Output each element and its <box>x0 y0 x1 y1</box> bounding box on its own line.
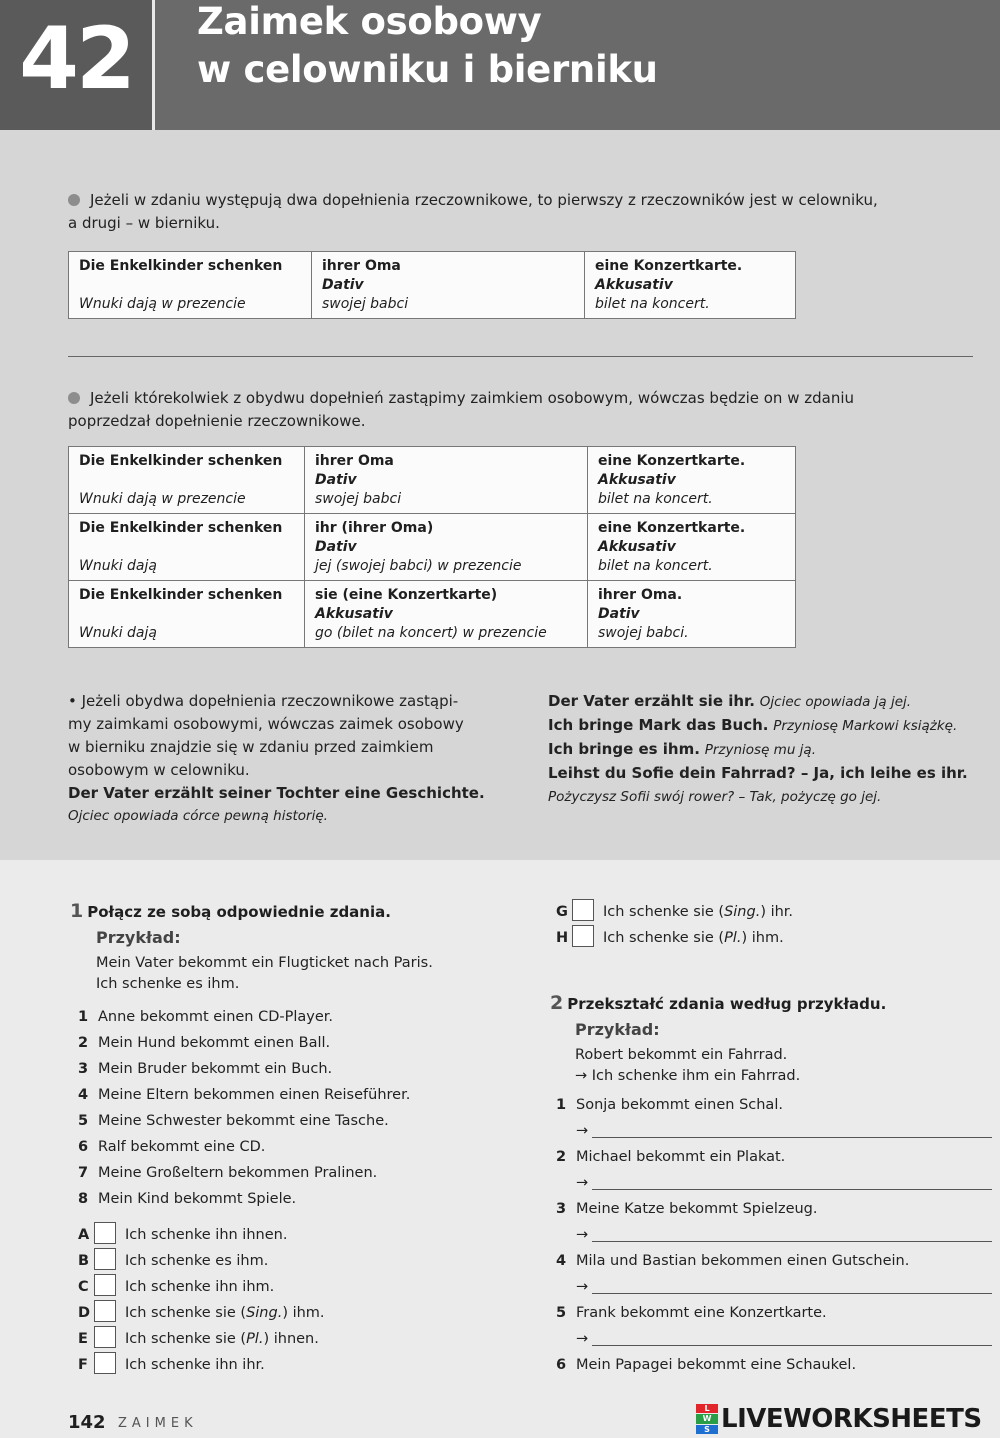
example-line: → Ich schenke ihm ein Fahrrad. <box>575 1068 801 1084</box>
cell-polish: bilet na koncert. <box>598 558 713 574</box>
list-item: 8 Mein Kind bekommt Spiele. <box>78 1191 297 1207</box>
table1-col1 <box>69 252 312 319</box>
rule-1-line-2: a drugi – w bierniku. <box>68 214 220 232</box>
cell-german: Die Enkelkinder schenken <box>79 520 283 536</box>
rule-note-left <box>68 690 485 828</box>
list-item: 2 Michael bekommt ein Plakat. <box>556 1149 786 1165</box>
list-item: 5 Frank bekommt eine Konzertkarte. <box>556 1305 827 1321</box>
answer-input-box[interactable] <box>94 1274 116 1296</box>
answer-row: → <box>556 1170 992 1196</box>
list-item: 4 Meine Eltern bekommen einen Reiseführer. <box>78 1087 411 1103</box>
cell-german: ihrer Oma <box>315 453 394 469</box>
table1-col2 <box>312 252 585 319</box>
cell-polish: swojej babci <box>322 296 409 312</box>
answer-line-input[interactable] <box>592 1277 992 1294</box>
cell-german: Die Enkelkinder schenken <box>79 258 283 274</box>
table2-cell <box>69 514 305 581</box>
cell-polish: Wnuki dają <box>79 625 157 641</box>
table2-cell <box>588 514 796 581</box>
cell-case: Akkusativ <box>598 539 676 555</box>
rule-1-line-1: Jeżeli w zdaniu występują dwa dopełnienia rzeczownikowe, to pierwszy z rzeczowników jest w celowniku, <box>90 191 878 209</box>
answer-row: → <box>556 1274 992 1300</box>
page-title <box>197 0 658 94</box>
note-example: Pożyczysz Sofii swój rower? – Tak, pożyczę go jej. <box>548 789 882 805</box>
rule-2-line-2: poprzedzał dopełnienie rzeczownikowe. <box>68 412 366 430</box>
section-name: ZAIMEK <box>118 1416 198 1431</box>
list-item: 7 Meine Großeltern bekommen Pralinen. <box>78 1165 378 1181</box>
answer-input-box[interactable] <box>94 1222 116 1244</box>
exercise-2-example <box>575 1020 800 1087</box>
example-label: Przykład: <box>575 1020 660 1039</box>
cell-polish: jej (swojej babci) w prezencie <box>315 558 522 574</box>
answer-input-box[interactable] <box>572 925 594 947</box>
answer-option: B Ich schenke es ihm. <box>78 1248 325 1274</box>
cell-polish: swojej babci <box>315 491 402 507</box>
exercise-2-items <box>556 1092 992 1378</box>
note-line: • Jeżeli obydwa dopełnienia rzeczownikowe zastąpi- <box>68 692 459 710</box>
note-example: Ich bringe Mark das Buch. Przyniosę Markowi książkę. <box>548 716 958 734</box>
cell-german: eine Konzertkarte. <box>598 453 746 469</box>
cell-case: Akkusativ <box>315 606 393 622</box>
cell-case: Dativ <box>315 539 357 555</box>
answer-line-input[interactable] <box>592 1173 992 1190</box>
cell-polish: Wnuki dają w prezencie <box>79 296 246 312</box>
note-line: osobowym w celowniku. <box>68 761 250 779</box>
rule-paragraph-2 <box>68 387 948 433</box>
example-label: Przykład: <box>96 928 181 947</box>
cell-polish: go (bilet na koncert) w prezencie <box>315 625 547 641</box>
answer-input-box[interactable] <box>94 1352 116 1374</box>
cell-german: sie (eine Konzertkarte) <box>315 587 498 603</box>
list-item: 6 Mein Papagei bekommt eine Schaukel. <box>556 1357 857 1373</box>
answer-line-input[interactable] <box>592 1329 992 1346</box>
note-example: Leihst du Sofie dein Fahrrad? – Ja, ich leihe es ihr. <box>548 764 968 782</box>
answer-row: → <box>556 1326 992 1352</box>
rule-paragraph-1 <box>68 189 948 235</box>
grammar-table-1 <box>68 251 796 319</box>
exercise-1-answers-right <box>556 899 793 951</box>
rule-note-right <box>548 690 968 809</box>
table-row <box>69 581 796 648</box>
table2-cell <box>69 447 305 514</box>
table2-cell <box>305 514 588 581</box>
title-line-2: w celowniku i bierniku <box>197 48 658 91</box>
cell-german: ihrer Oma <box>322 258 401 274</box>
answer-row: → <box>556 1118 992 1144</box>
note-example: Der Vater erzählt sie ihr. Ojciec opowiada ją jej. <box>548 692 912 710</box>
cell-german: ihr (ihrer Oma) <box>315 520 434 536</box>
cell-case: Akkusativ <box>598 472 676 488</box>
table1-col3 <box>585 252 796 319</box>
list-item: 3 Mein Bruder bekommt ein Buch. <box>78 1061 333 1077</box>
note-example-german: Der Vater erzählt seiner Tochter eine Geschichte. <box>68 784 485 802</box>
list-item: 1 Anne bekommt einen CD-Player. <box>78 1009 334 1025</box>
cell-polish: swojej babci. <box>598 625 689 641</box>
cell-polish: Wnuki dają w prezencie <box>79 491 246 507</box>
note-example: Ich bringe es ihm. Przyniosę mu ją. <box>548 740 816 758</box>
answer-option: H Ich schenke sie (Pl.) ihm. <box>556 925 793 951</box>
answer-input-box[interactable] <box>94 1300 116 1322</box>
answer-input-box[interactable] <box>94 1248 116 1270</box>
bullet-icon <box>68 392 80 404</box>
table2-cell <box>305 447 588 514</box>
answer-option: G Ich schenke sie (Sing.) ihr. <box>556 899 793 925</box>
exercise-1-sentences <box>78 1004 410 1212</box>
list-item: 4 Mila und Bastian bekommen einen Gutschein. <box>556 1253 910 1269</box>
exercise-1-answers-left <box>78 1222 325 1378</box>
table2-cell <box>305 581 588 648</box>
cell-polish: Wnuki dają <box>79 558 157 574</box>
list-item: 2 Mein Hund bekommt einen Ball. <box>78 1035 331 1051</box>
grammar-table-2 <box>68 446 796 648</box>
cell-case: Akkusativ <box>595 277 673 293</box>
table-row <box>69 447 796 514</box>
answer-line-input[interactable] <box>592 1121 992 1138</box>
list-item: 1 Sonja bekommt einen Schal. <box>556 1097 783 1113</box>
cell-polish: bilet na koncert. <box>598 491 713 507</box>
cell-german: eine Konzertkarte. <box>598 520 746 536</box>
answer-input-box[interactable] <box>572 899 594 921</box>
table-row <box>69 514 796 581</box>
answer-option: C Ich schenke ihn ihm. <box>78 1274 325 1300</box>
example-line: Mein Vater bekommt ein Flugticket nach Paris. <box>96 955 433 971</box>
note-line: my zaimkami osobowymi, wówczas zaimek osobowy <box>68 715 464 733</box>
cell-polish: bilet na koncert. <box>595 296 710 312</box>
table2-cell <box>588 447 796 514</box>
note-example-polish: Ojciec opowiada córce pewną historię. <box>68 808 328 824</box>
example-line: Ich schenke es ihm. <box>96 976 240 992</box>
answer-input-box[interactable] <box>94 1326 116 1348</box>
answer-option: F Ich schenke ihn ihr. <box>78 1352 325 1378</box>
answer-row: → <box>556 1222 992 1248</box>
cell-case: Dativ <box>315 472 357 488</box>
cell-case: Dativ <box>322 277 364 293</box>
answer-option: E Ich schenke sie (Pl.) ihnen. <box>78 1326 325 1352</box>
list-item: 3 Meine Katze bekommt Spielzeug. <box>556 1201 818 1217</box>
cell-german: ihrer Oma. <box>598 587 683 603</box>
exercise-1-example <box>96 928 433 995</box>
example-line: Robert bekommt ein Fahrrad. <box>575 1047 788 1063</box>
logo-text: LIVEWORKSHEETS <box>721 1404 982 1434</box>
table2-cell <box>69 581 305 648</box>
cell-german: Die Enkelkinder schenken <box>79 453 283 469</box>
exercise-2-title: 2 Przekształć zdania według przykładu. <box>550 992 887 1014</box>
list-item: 6 Ralf bekommt eine CD. <box>78 1139 266 1155</box>
divider <box>68 356 973 357</box>
answer-option: A Ich schenke ihn ihnen. <box>78 1222 325 1248</box>
answer-line-input[interactable] <box>592 1225 992 1242</box>
bullet-icon <box>68 194 80 206</box>
exercise-1-title: 1 Połącz ze sobą odpowiednie zdania. <box>70 900 391 922</box>
cell-german: eine Konzertkarte. <box>595 258 743 274</box>
liveworksheets-logo <box>696 1402 982 1436</box>
answer-option: D Ich schenke sie (Sing.) ihm. <box>78 1300 325 1326</box>
rule-2-line-1: Jeżeli którekolwiek z obydwu dopełnień zastąpimy zaimkiem osobowym, wówczas będzie on w zdaniu <box>90 389 854 407</box>
list-item: 5 Meine Schwester bekommt eine Tasche. <box>78 1113 389 1129</box>
chapter-number: 42 <box>0 0 152 130</box>
page-number: 142 <box>68 1412 106 1433</box>
logo-icon: L W S <box>696 1404 718 1434</box>
table2-cell <box>588 581 796 648</box>
title-line-1: Zaimek osobowy <box>197 0 542 43</box>
cell-german: Die Enkelkinder schenken <box>79 587 283 603</box>
note-line: w bierniku znajdzie się w zdaniu przed zaimkiem <box>68 738 434 756</box>
cell-case: Dativ <box>598 606 640 622</box>
